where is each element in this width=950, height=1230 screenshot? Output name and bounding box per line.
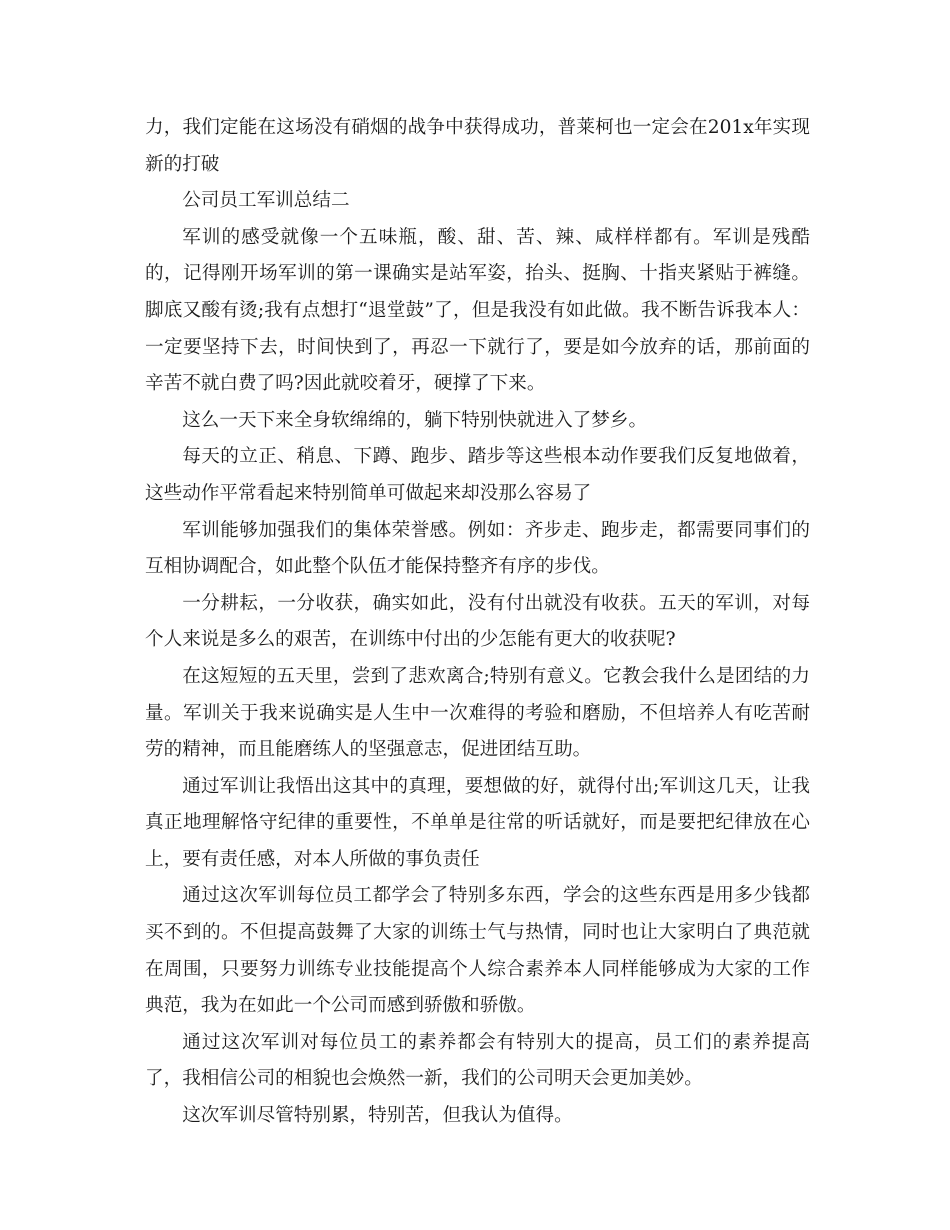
document-body bbox=[145, 110, 810, 1135]
paragraph-7: 一分耕耘，一分收获，确实如此，没有付出就没有收获。五天的军训，对每个人来说是多么的艰苦，在训练中付出的少怎能有更大的收获呢? bbox=[145, 592, 810, 651]
paragraph-10: 通过这次军训每位员工都学会了特别多东西，学会的这些东西是用多少钱都买不到的。不但提高鼓舞了大家的训练士气与热情，同时也让大家明白了典范就在周围，只要努力训练专业技能提高个人综合素养本人同样能够成为大家的工作典范，我为在如此一个公司而感到骄傲和骄傲。 bbox=[145, 885, 810, 1017]
paragraph-5: 每天的立正、稍息、下蹲、跑步、踏步等这些根本动作要我们反复地做着，这些动作平常看起来特别简单可做起来却没那么容易了 bbox=[145, 446, 810, 504]
section-heading: 公司员工军训总结二 bbox=[182, 190, 350, 212]
paragraph-1: 力，我们定能在这场没有硝烟的战争中获得成功，普莱柯也一定会在201x年实现新的打破 bbox=[145, 117, 810, 175]
paragraph-3: 军训的感受就像一个五味瓶，酸、甜、苦、辣、咸样样都有。军训是残酷的，记得刚开场军训的第一课确实是站军姿，抬头、挺胸、十指夹紧贴于裤缝。脚底又酸有烫;我有点想打“退堂鼓”了，但是我没有如此做。我不断告诉我本人：一定要坚持下去，时间快到了，再忍一下就行了，要是如今放弃的话，那前面的辛苦不就白费了吗?因此就咬着牙，硬撑了下来。 bbox=[145, 226, 810, 395]
paragraph-9: 通过军训让我悟出这其中的真理，要想做的好，就得付出;军训这几天，让我真正地理解恪守纪律的重要性，不单单是往常的听话就好，而是要把纪律放在心上，要有责任感，对本人所做的事负责任 bbox=[145, 775, 810, 870]
paragraph-4: 这么一天下来全身软绵绵的，躺下特别快就进入了梦乡。 bbox=[182, 409, 648, 431]
paragraph-12: 这次军训尽管特别累，特别苦，但我认为值得。 bbox=[182, 1105, 573, 1127]
paragraph-6: 军训能够加强我们的集体荣誉感。例如：齐步走、跑步走，都需要同事们的互相协调配合，如此整个队伍才能保持整齐有序的步伐。 bbox=[145, 519, 810, 578]
paragraph-8: 在这短短的五天里，尝到了悲欢离合;特别有意义。它教会我什么是团结的力量。军训关于我来说确实是人生中一次难得的考验和磨励，不但培养人有吃苦耐劳的精神，而且能磨练人的坚强意志，促进团结互助。 bbox=[145, 665, 810, 761]
paragraph-11: 通过这次军训对每位员工的素养都会有特别大的提高，员工们的素养提高了，我相信公司的相貌也会焕然一新，我们的公司明天会更加美妙。 bbox=[145, 1031, 810, 1090]
